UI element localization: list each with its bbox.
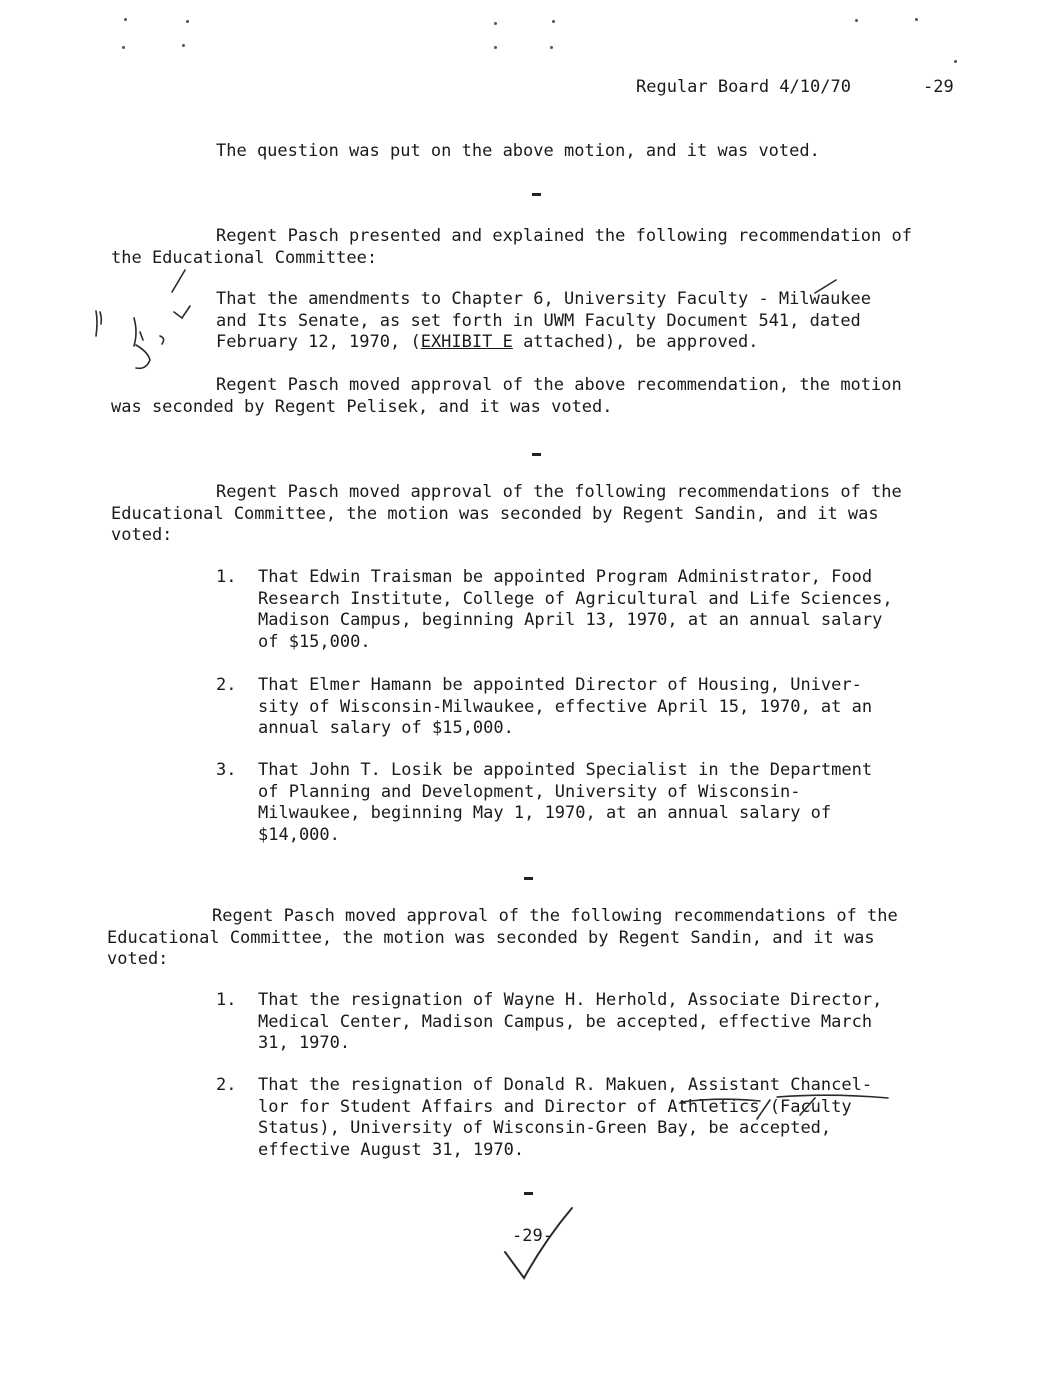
pen-stroke: [100, 312, 101, 324]
pen-stroke: [174, 306, 190, 318]
list-item: [216, 760, 908, 846]
text-line: Educational Committee, the motion was seconded by Regent Sandin, and it was: [107, 927, 875, 948]
text-line: That John T. Losik be appointed Specialist in the Department: [258, 760, 873, 780]
scan-speck: [915, 18, 918, 21]
header-page-number: -29: [923, 77, 954, 97]
text-line: lor for Student Affairs and Director of Athletics (Faculty: [258, 1096, 852, 1117]
section-separator: [532, 193, 541, 196]
scan-speck: [124, 18, 127, 21]
pen-stroke: [96, 311, 97, 336]
pen-stroke: [140, 332, 143, 340]
text-line: Medical Center, Madison Campus, be accepted, effective March: [258, 1011, 873, 1032]
text-line: Milwaukee, beginning May 1, 1970, at an annual salary of: [258, 803, 832, 823]
text-line: Status), University of Wisconsin-Green Bay, be accepted,: [258, 1118, 832, 1138]
text-line: Regent Pasch moved approval of the following recommendations of the: [212, 906, 898, 926]
text-line: sity of Wisconsin-Milwaukee, effective April 15, 1970, at an: [258, 696, 873, 717]
page-header: [636, 77, 954, 99]
text-line: Educational Committee, the motion was seconded by Regent Sandin, and it was: [111, 503, 879, 524]
text-line: of Planning and Development, University of Wisconsin-: [258, 781, 801, 802]
text-line: Regent Pasch moved approval of the above recommendation, the motion: [216, 375, 902, 395]
text-line: Research Institute, College of Agricultural and Life Sciences,: [258, 588, 893, 609]
section-separator: [524, 1192, 533, 1195]
header-title: Regular Board 4/10/70: [636, 77, 851, 97]
scan-speck: [550, 46, 553, 49]
text-line: $14,000.: [258, 824, 340, 845]
text-line: That the resignation of Wayne H. Herhold, Associate Director,: [258, 990, 883, 1010]
exhibit-reference: EXHIBIT E: [420, 332, 513, 352]
text-line: 31, 1970.: [258, 1033, 351, 1053]
paragraph-motion-pelisek: [111, 375, 902, 418]
pen-stroke: [172, 270, 185, 292]
text-line: was seconded by Regent Pelisek, and it was voted.: [111, 396, 613, 417]
scan-speck: [494, 22, 497, 25]
list-number: 2.: [216, 675, 237, 695]
text-line: The question was put on the above motion, and it was voted.: [216, 141, 820, 161]
text-line: voted:: [107, 949, 169, 969]
text-fragment: attached), be approved.: [512, 332, 759, 352]
text-line: Madison Campus, beginning April 13, 1970, at an annual salary: [258, 610, 883, 630]
scan-speck: [122, 46, 125, 49]
scan-speck: [186, 20, 189, 23]
list-number: 1.: [216, 990, 237, 1010]
text-line: [216, 332, 871, 354]
text-line: Regent Pasch moved approval of the following recommendations of the: [216, 482, 902, 502]
list-number: 3.: [216, 760, 237, 780]
scan-speck: [954, 60, 957, 63]
pen-stroke: [134, 318, 136, 346]
list-item: [216, 990, 908, 1055]
scan-speck: [182, 44, 185, 47]
list-number: 2.: [216, 1075, 237, 1095]
text-line: of $15,000.: [258, 631, 371, 652]
quoted-recommendation: [216, 289, 871, 354]
list-item: [216, 1075, 908, 1161]
text-line: That Edwin Traisman be appointed Program Administrator, Food: [258, 567, 873, 587]
text-line: That the amendments to Chapter 6, University Faculty - Milwaukee: [216, 289, 872, 309]
text-line: the Educational Committee:: [111, 247, 378, 268]
pen-stroke: [160, 336, 164, 344]
paragraph-motion-appointments: [111, 482, 902, 547]
pen-stroke: [136, 345, 150, 368]
paragraph-recommendation-intro: [111, 226, 912, 269]
list-number: 1.: [216, 567, 237, 587]
paragraph-vote-result: [216, 141, 820, 163]
list-item: [216, 675, 908, 740]
text-line: and Its Senate, as set forth in UWM Faculty Document 541, dated: [216, 310, 861, 331]
scan-speck: [494, 46, 497, 49]
scan-speck: [552, 20, 555, 23]
section-separator: [524, 877, 533, 880]
paragraph-motion-resignations: [107, 906, 898, 971]
footer-page-number: -29-: [512, 1226, 553, 1246]
text-line: That Elmer Hamann be appointed Director of Housing, Univer-: [258, 675, 862, 695]
text-line: Regent Pasch presented and explained the following recommendation of: [216, 226, 912, 246]
scan-speck: [855, 19, 858, 22]
text-line: voted:: [111, 525, 173, 545]
text-line: That the resignation of Donald R. Makuen, Assistant Chancel-: [258, 1075, 873, 1095]
section-separator: [532, 453, 541, 456]
text-line: effective August 31, 1970.: [258, 1139, 525, 1160]
list-item: [216, 567, 908, 653]
text-line: annual salary of $15,000.: [258, 718, 514, 738]
text-fragment: February 12, 1970, (: [216, 332, 421, 352]
